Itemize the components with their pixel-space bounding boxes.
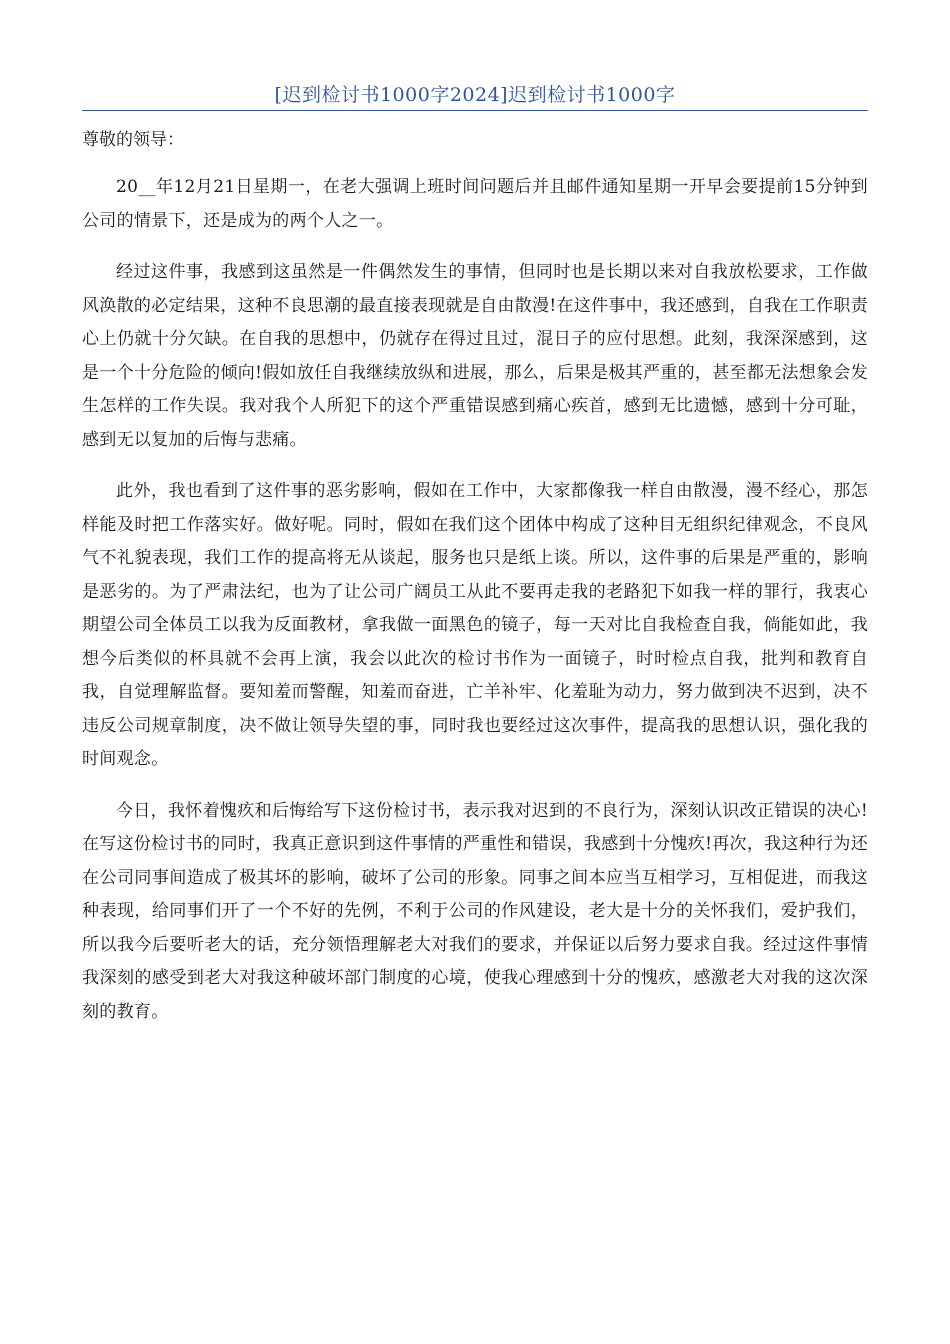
paragraph-2: 经过这件事，我感到这虽然是一件偶然发生的事情，但同时也是长期以来对自我放松要求，工作做风涣散的必定结果，这种不良思潮的最直接表现就是自由散漫!在这件事中，我还感到，自我在工作职责心上仍就十分欠缺。在自我的思想中，仍就存在得过且过，混日子的应付思想。此刻，我深深感到，这是一个十分危险的倾向!假如放任自我继续放纵和进展，那么，后果是极其严重的，甚至都无法想象会发生怎样的工作失误。我对我个人所犯下的这个严重错误感到痛心疾首，感到无比遗憾，感到十分可耻，感到无以复加的后悔与悲痛。 <box>82 262 868 450</box>
document-header-title: [迟到检讨书1000字2024]迟到检讨书1000字 <box>274 84 676 106</box>
paragraph-4: 今日，我怀着愧疚和后悔给写下这份检讨书，表示我对迟到的不良行为，深刻认识改正错误的决心!在写这份检讨书的同时，我真正意识到这件事情的严重性和错误，我感到十分愧疚!再次，我这种行为还在公司同事间造成了极其坏的影响，破坏了公司的形象。同事之间本应当互相学习，互相促进，而我这种表现，给同事们开了一个不好的先例，不利于公司的作风建设，老大是十分的关怀我们，爱护我们，所以我今后要听老大的话，充分领悟理解老大对我们的要求，并保证以后努力要求自我。经过这件事情我深刻的感受到老大对我这种破坏部门制度的心境，使我心理感到十分的愧疚，感激老大对我的这次深刻的教育。 <box>82 800 868 1022</box>
header-divider <box>82 110 868 111</box>
paragraph-3: 此外，我也看到了这件事的恶劣影响，假如在工作中，大家都像我一样自由散漫，漫不经心，那怎样能及时把工作落实好。做好呢。同时，假如在我们这个团体中构成了这种目无组织纪律观念，不良风气不礼貌表现，我们工作的提高将无从谈起，服务也只是纸上谈。所以，这件事的后果是严重的，影响是恶劣的。为了严肃法纪，也为了让公司广阔员工从此不要再走我的老路犯下如我一样的罪行，我衷心期望公司全体员工以我为反面教材，拿我做一面黑色的镜子，每一天对比自我检查自我，倘能如此，我想今后类似的杯具就不会再上演，我会以此次的检讨书作为一面镜子，时时检点自我，批判和教育自我，自觉理解监督。要知羞而警醒，知羞而奋进，亡羊补牢、化羞耻为动力，努力做到决不迟到，决不违反公司规章制度，决不做让领导失望的事，同时我也要经过这次事件，提高我的思想认识，强化我的时间观念。 <box>82 481 868 769</box>
paragraph-1: 20__年12月21日星期一，在老大强调上班时间问题后并且邮件通知星期一开早会要提前15分钟到公司的情景下，还是成为的两个人之一。 <box>82 177 868 231</box>
document-page <box>82 0 868 1029</box>
document-body <box>82 171 868 1029</box>
salutation: 尊敬的领导： <box>82 130 184 150</box>
